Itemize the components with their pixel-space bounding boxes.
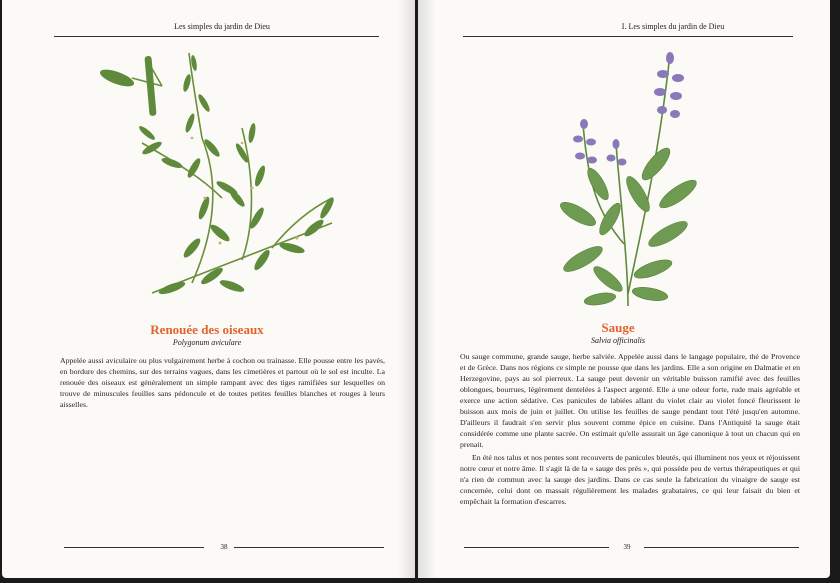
knotgrass-plant-illustration — [92, 48, 342, 313]
gutter-shadow — [418, 0, 436, 578]
right-page — [418, 0, 830, 578]
body-text — [60, 355, 385, 412]
footer-rule — [64, 547, 204, 548]
paragraph: En été nos talus et nos pentes sont recouverts de panicules bleutés, qui illuminent nos yeux et réjouissent notre cœur et notre âme. Il s'agit là de la « sauge des prés », qui possède peu de vertus thérapeutiques et qui n'a rien de commun avec la sauge des jardins. Dans ce cas seule la fabrication du vinaigre de sauge est concernée, celui dont on massait régulièrement les malades grabataires, ce qui leur faisait du bien et empêchait la formation d'escarres. — [460, 453, 800, 506]
paragraph: Ou sauge commune, grande sauge, herbe salviée. Appelée aussi dans le langage populaire, thé de Provence et de Grèce. Dans nos régions ce simple ne pousse que dans les jardins. Elle a son origine en Dalmatie et en Herzegovine, pays au sol pierreux. La sauge peut devenir un véritable buisson ramifié avec des feuilles oblongues, bourrues, légèrement dentelées à l'aspect argenté. Elle a une odeur forte, rude mais agréable et exerce une action sédative. Ces panicules de labiées allant du violet clair au violet foncé fleurissent le buisson aux mois de juin et juillet. On utilise les feuilles de sauge pendant tout l'été jusqu'en automne. D'ailleurs il faudrait s'en servir plus souvent comme épice en cuisine. Dans l'Antiquité la sauge était considérée comme une plante sacrée. On estimait qu'elle assurait un âge canonique à tout un chacun qui en prenait. — [460, 352, 800, 449]
footer-rule — [464, 547, 609, 548]
plant-latin-name: Polygonum aviculare — [172, 338, 242, 347]
running-head: Les simples du jardin de Dieu — [174, 22, 270, 31]
left-page — [2, 0, 415, 578]
sage-plant-illustration — [558, 44, 698, 312]
running-head: I. Les simples du jardin de Dieu — [621, 22, 725, 31]
gutter-shadow — [397, 0, 415, 578]
plant-latin-name: Salvia officinalis — [591, 336, 645, 345]
footer-rule — [234, 547, 384, 548]
page-number: 38 — [220, 543, 228, 551]
header-rule — [54, 36, 379, 37]
body-text — [460, 351, 800, 509]
plant-title: Sauge — [601, 320, 635, 335]
plant-title: Renouée des oiseaux — [150, 322, 264, 337]
paragraph: Appelée aussi aviculaire ou plus vulgairement herbe à cochon ou trainasse. Elle pousse entre les pavés, en bordure des chemins, sur des terrains vagues, dans les cimetières et partout où le sol est inculte. La renouée des oiseaux est généralement un simple rampant avec des tiges ramifiées sur lesquelles on trouve de minuscules feuilles sans pédoncule et de toutes petites feuilles blanches et rouges à leurs aisselles. — [60, 356, 385, 409]
header-rule — [463, 36, 793, 37]
footer-rule — [644, 547, 799, 548]
page-number: 39 — [623, 543, 631, 551]
